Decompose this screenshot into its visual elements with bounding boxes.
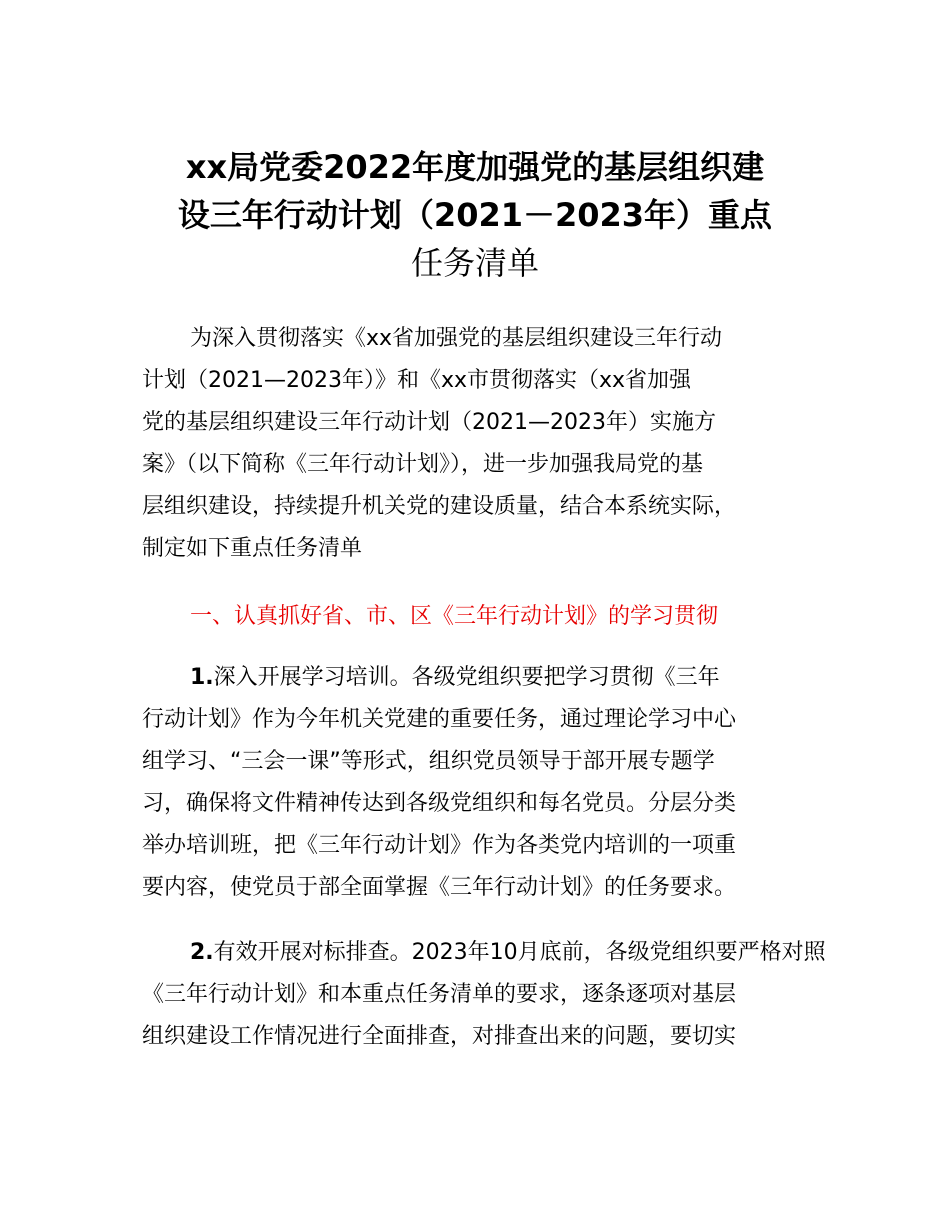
item-number: 1. bbox=[190, 665, 214, 690]
item-line: 组织建设工作情况进行全面排查，对排查出来的问题，要切实 bbox=[142, 1024, 737, 1049]
title-line-2: 设三年行动计划（2021－2023年）重点 bbox=[177, 196, 773, 234]
item-line: 举办培训班，把《三年行动计划》作为各类党内培训的一项重 bbox=[142, 833, 737, 858]
intro-line: 为深入贯彻落实《xx省加强党的基层组织建设三年行动 bbox=[190, 326, 723, 351]
intro-paragraph bbox=[142, 318, 832, 570]
document-title bbox=[100, 143, 850, 287]
section-heading-text: 一、认真抓好省、市、区《三年行动计划》的学习贯彻 bbox=[190, 604, 719, 629]
item-1-paragraph bbox=[142, 657, 832, 909]
item-text: 深入开展学习培训。各级党组织要把学习贯彻《三年 bbox=[213, 665, 720, 690]
item-2-paragraph bbox=[142, 932, 832, 1058]
item-line bbox=[142, 932, 832, 974]
title-line-3: 任务清单 bbox=[410, 244, 539, 282]
intro-line: 计划（2021—2023年）》和《xx市贯彻落实（xx省加强 bbox=[142, 368, 692, 393]
item-number: 2. bbox=[190, 940, 214, 965]
intro-line: 案》（以下简称《三年行动计划》），进一步加强我局党的基 bbox=[142, 452, 704, 477]
section-heading bbox=[142, 596, 832, 638]
item-line: 行动计划》作为今年机关党建的重要任务，通过理论学习中心 bbox=[142, 707, 737, 732]
item-line: 组学习、“三会一课”等形式，组织党员领导于部开展专题学 bbox=[142, 749, 715, 774]
item-line bbox=[142, 657, 832, 699]
item-line: 《三年行动计划》和本重点任务清单的要求，逐条逐项对基层 bbox=[142, 982, 737, 1007]
intro-line: 制定如下重点任务清单 bbox=[142, 536, 363, 561]
item-line: 要内容，使党员于部全面掌握《三年行动计划》的任务要求。 bbox=[142, 875, 737, 900]
item-line: 习，确保将文件精神传达到各级党组织和每名党员。分层分类 bbox=[142, 791, 737, 816]
intro-line: 党的基层组织建设三年行动计划（2021—2023年）实施方 bbox=[142, 410, 716, 435]
item-text: 有效开展对标排查。2023年10月底前，各级党组织要严格对照 bbox=[213, 940, 826, 965]
intro-line: 层组织建设，持续提升机关党的建设质量，结合本系统实际， bbox=[142, 494, 737, 519]
title-line-1: xx局党委2022年度加强党的基层组织建 bbox=[185, 148, 765, 186]
